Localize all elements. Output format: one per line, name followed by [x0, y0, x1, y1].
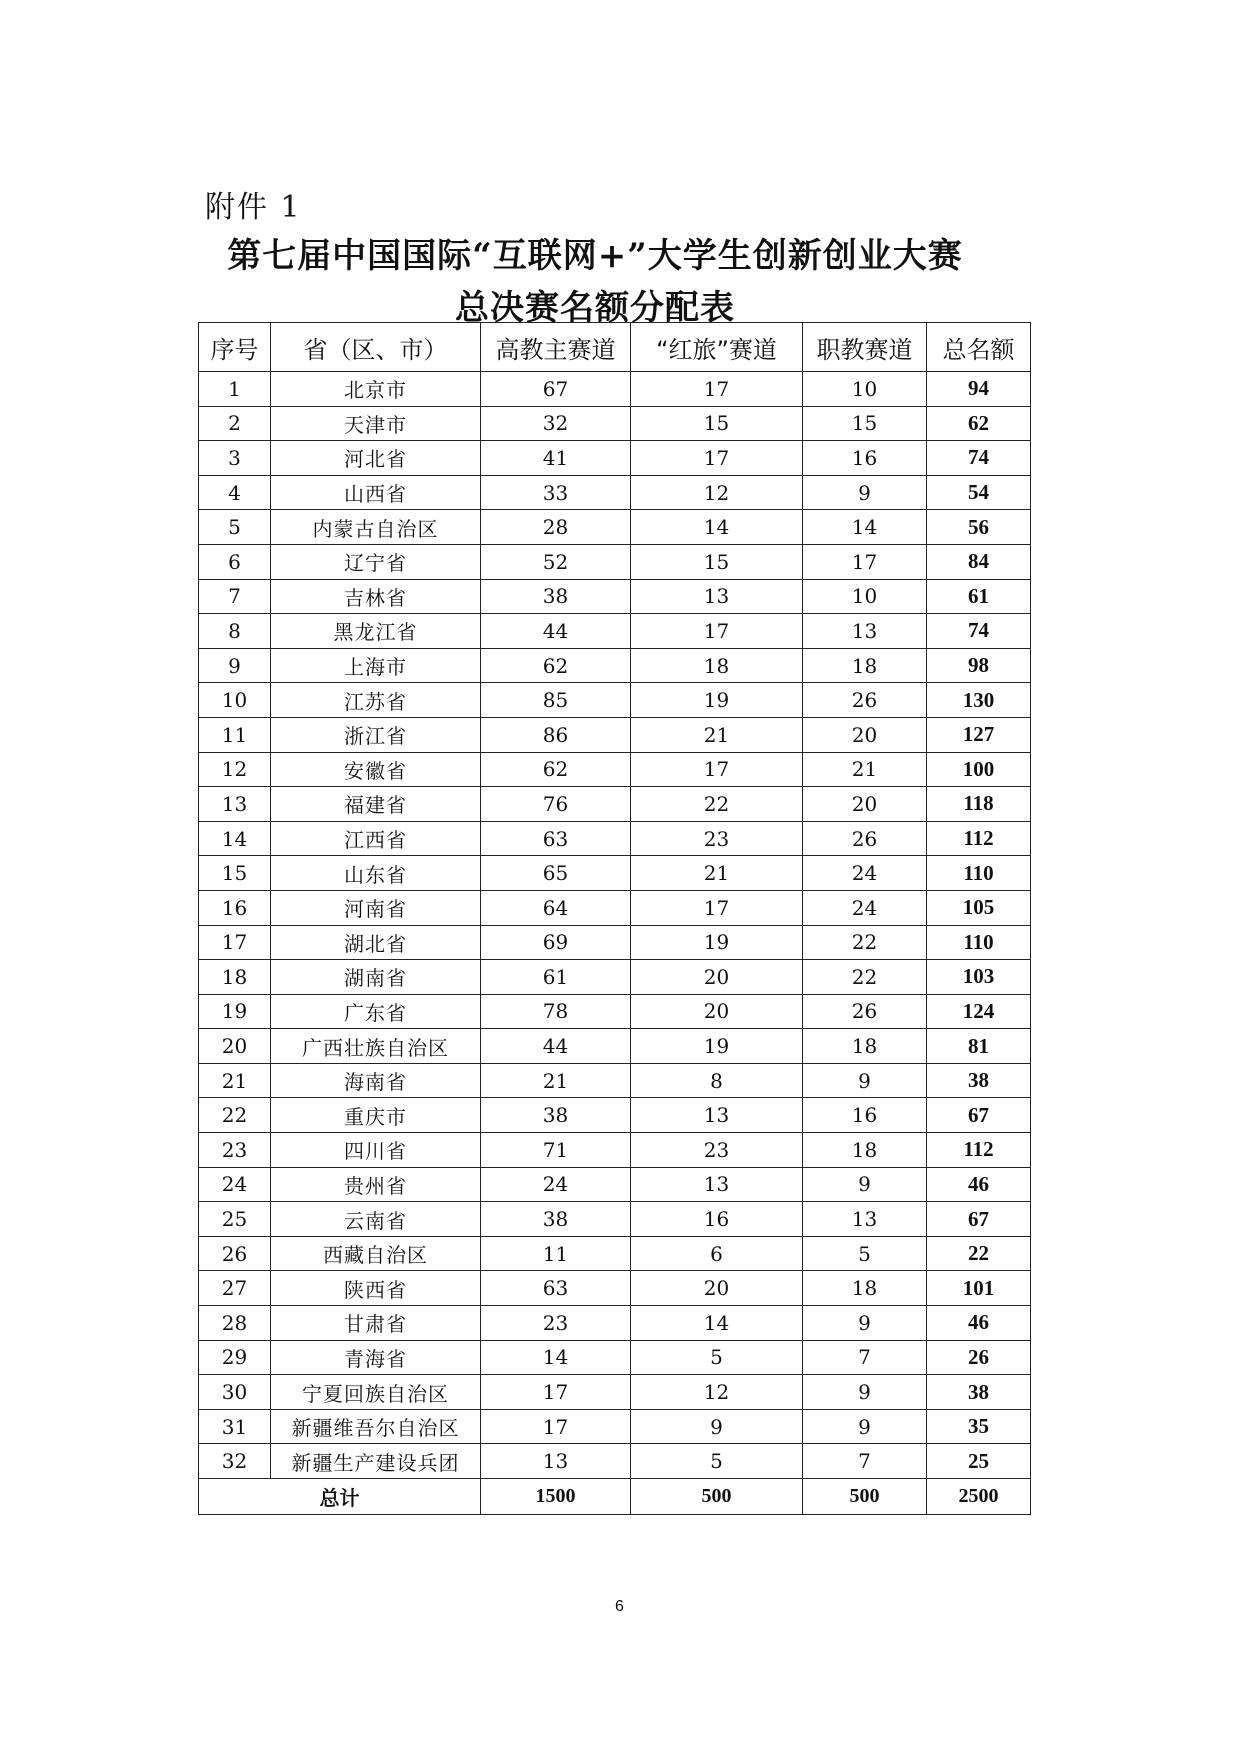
table-header-row: [199, 323, 1031, 372]
row-red-tour: 23: [631, 821, 803, 856]
row-index: 14: [199, 821, 271, 856]
total-vocational: 500: [803, 1479, 927, 1515]
row-higher-ed: 38: [481, 579, 631, 614]
table-row: [199, 1409, 1031, 1444]
row-higher-ed: 76: [481, 787, 631, 822]
header-total-quota: 总名额: [927, 323, 1031, 372]
row-index: 8: [199, 614, 271, 649]
row-total: 35: [927, 1409, 1031, 1444]
row-total: 124: [927, 994, 1031, 1029]
row-red-tour: 19: [631, 925, 803, 960]
attachment-label: 附件 1: [205, 190, 302, 225]
row-higher-ed: 38: [481, 1098, 631, 1133]
row-province: 浙江省: [271, 717, 481, 752]
row-vocational: 9: [803, 475, 927, 510]
table-row: [199, 1271, 1031, 1306]
row-index: 16: [199, 890, 271, 925]
row-vocational: 7: [803, 1444, 927, 1479]
row-vocational: 9: [803, 1409, 927, 1444]
row-total: 81: [927, 1029, 1031, 1064]
row-total: 56: [927, 510, 1031, 545]
row-total: 118: [927, 787, 1031, 822]
row-index: 28: [199, 1306, 271, 1341]
table-row: [199, 1098, 1031, 1133]
row-province: 吉林省: [271, 579, 481, 614]
table-row: [199, 406, 1031, 441]
row-higher-ed: 17: [481, 1409, 631, 1444]
row-index: 23: [199, 1133, 271, 1168]
row-total: 74: [927, 614, 1031, 649]
row-index: 10: [199, 683, 271, 718]
row-total: 110: [927, 925, 1031, 960]
row-index: 25: [199, 1202, 271, 1237]
row-province: 广西壮族自治区: [271, 1029, 481, 1064]
row-higher-ed: 65: [481, 856, 631, 891]
row-red-tour: 14: [631, 1306, 803, 1341]
row-total: 61: [927, 579, 1031, 614]
row-total: 67: [927, 1098, 1031, 1133]
row-higher-ed: 62: [481, 752, 631, 787]
row-red-tour: 17: [631, 890, 803, 925]
table-row: [199, 1306, 1031, 1341]
row-vocational: 5: [803, 1236, 927, 1271]
row-index: 31: [199, 1409, 271, 1444]
row-higher-ed: 11: [481, 1236, 631, 1271]
row-index: 12: [199, 752, 271, 787]
header-province: 省（区、市）: [271, 323, 481, 372]
row-total: 110: [927, 856, 1031, 891]
row-red-tour: 5: [631, 1444, 803, 1479]
row-index: 1: [199, 372, 271, 407]
total-red-tour: 500: [631, 1479, 803, 1515]
row-red-tour: 17: [631, 752, 803, 787]
table-row: [199, 787, 1031, 822]
table-row: [199, 1063, 1031, 1098]
row-vocational: 16: [803, 1098, 927, 1133]
table-row: [199, 510, 1031, 545]
row-vocational: 24: [803, 890, 927, 925]
row-red-tour: 13: [631, 579, 803, 614]
row-vocational: 20: [803, 787, 927, 822]
row-vocational: 9: [803, 1375, 927, 1410]
row-higher-ed: 44: [481, 1029, 631, 1064]
row-total: 46: [927, 1167, 1031, 1202]
row-higher-ed: 24: [481, 1167, 631, 1202]
table-row: [199, 372, 1031, 407]
row-higher-ed: 67: [481, 372, 631, 407]
row-province: 江苏省: [271, 683, 481, 718]
row-index: 3: [199, 441, 271, 476]
row-vocational: 22: [803, 960, 927, 995]
row-higher-ed: 86: [481, 717, 631, 752]
table-row: [199, 821, 1031, 856]
table-row: [199, 441, 1031, 476]
row-province: 北京市: [271, 372, 481, 407]
table-row: [199, 717, 1031, 752]
row-higher-ed: 32: [481, 406, 631, 441]
row-index: 6: [199, 544, 271, 579]
table-row: [199, 683, 1031, 718]
table-row: [199, 579, 1031, 614]
row-higher-ed: 85: [481, 683, 631, 718]
table-row: [199, 544, 1031, 579]
row-vocational: 13: [803, 614, 927, 649]
table-row: [199, 1375, 1031, 1410]
row-index: 5: [199, 510, 271, 545]
table-row: [199, 752, 1031, 787]
table-row: [199, 890, 1031, 925]
row-total: 38: [927, 1063, 1031, 1098]
row-index: 2: [199, 406, 271, 441]
row-index: 21: [199, 1063, 271, 1098]
row-total: 101: [927, 1271, 1031, 1306]
row-province: 西藏自治区: [271, 1236, 481, 1271]
row-province: 广东省: [271, 994, 481, 1029]
row-vocational: 26: [803, 821, 927, 856]
row-total: 22: [927, 1236, 1031, 1271]
row-red-tour: 12: [631, 475, 803, 510]
row-province: 河南省: [271, 890, 481, 925]
row-province: 海南省: [271, 1063, 481, 1098]
row-higher-ed: 52: [481, 544, 631, 579]
row-vocational: 20: [803, 717, 927, 752]
row-index: 13: [199, 787, 271, 822]
row-total: 94: [927, 372, 1031, 407]
row-index: 27: [199, 1271, 271, 1306]
row-vocational: 9: [803, 1167, 927, 1202]
row-province: 天津市: [271, 406, 481, 441]
table-body: [199, 372, 1031, 1479]
row-total: 105: [927, 890, 1031, 925]
total-quota: 2500: [927, 1479, 1031, 1515]
table-row: [199, 994, 1031, 1029]
row-index: 15: [199, 856, 271, 891]
table-row: [199, 1236, 1031, 1271]
row-total: 84: [927, 544, 1031, 579]
row-higher-ed: 28: [481, 510, 631, 545]
document-subtitle: 总决赛名额分配表: [455, 288, 735, 328]
row-higher-ed: 71: [481, 1133, 631, 1168]
row-vocational: 7: [803, 1340, 927, 1375]
row-vocational: 9: [803, 1063, 927, 1098]
row-index: 22: [199, 1098, 271, 1133]
row-vocational: 18: [803, 1133, 927, 1168]
row-province: 宁夏回族自治区: [271, 1375, 481, 1410]
row-red-tour: 20: [631, 1271, 803, 1306]
row-higher-ed: 61: [481, 960, 631, 995]
row-index: 11: [199, 717, 271, 752]
row-red-tour: 21: [631, 856, 803, 891]
row-total: 112: [927, 1133, 1031, 1168]
row-red-tour: 22: [631, 787, 803, 822]
row-vocational: 18: [803, 648, 927, 683]
table-row: [199, 925, 1031, 960]
row-higher-ed: 21: [481, 1063, 631, 1098]
row-vocational: 22: [803, 925, 927, 960]
row-vocational: 14: [803, 510, 927, 545]
row-province: 福建省: [271, 787, 481, 822]
row-red-tour: 21: [631, 717, 803, 752]
row-province: 云南省: [271, 1202, 481, 1237]
row-province: 上海市: [271, 648, 481, 683]
row-province: 贵州省: [271, 1167, 481, 1202]
row-vocational: 17: [803, 544, 927, 579]
row-total: 74: [927, 441, 1031, 476]
table-row: [199, 475, 1031, 510]
row-province: 重庆市: [271, 1098, 481, 1133]
row-higher-ed: 33: [481, 475, 631, 510]
row-total: 26: [927, 1340, 1031, 1375]
row-index: 26: [199, 1236, 271, 1271]
table-row: [199, 1444, 1031, 1479]
row-province: 湖南省: [271, 960, 481, 995]
page-number: 6: [615, 1598, 624, 1615]
row-total: 127: [927, 717, 1031, 752]
row-index: 17: [199, 925, 271, 960]
header-red-tour-track: “红旅”赛道: [631, 323, 803, 372]
row-province: 江西省: [271, 821, 481, 856]
row-total: 54: [927, 475, 1031, 510]
row-red-tour: 23: [631, 1133, 803, 1168]
row-total: 130: [927, 683, 1031, 718]
row-total: 98: [927, 648, 1031, 683]
row-province: 山东省: [271, 856, 481, 891]
row-index: 19: [199, 994, 271, 1029]
row-vocational: 9: [803, 1306, 927, 1341]
table-row: [199, 1340, 1031, 1375]
table-row: [199, 1029, 1031, 1064]
row-vocational: 16: [803, 441, 927, 476]
row-vocational: 10: [803, 372, 927, 407]
row-higher-ed: 23: [481, 1306, 631, 1341]
table-row: [199, 614, 1031, 649]
row-red-tour: 15: [631, 544, 803, 579]
row-province: 河北省: [271, 441, 481, 476]
row-higher-ed: 44: [481, 614, 631, 649]
row-province: 青海省: [271, 1340, 481, 1375]
row-red-tour: 17: [631, 614, 803, 649]
row-index: 20: [199, 1029, 271, 1064]
row-total: 25: [927, 1444, 1031, 1479]
row-red-tour: 19: [631, 1029, 803, 1064]
document-title: 第七届中国国际“互联网+”大学生创新创业大赛: [227, 236, 963, 276]
row-red-tour: 12: [631, 1375, 803, 1410]
row-vocational: 10: [803, 579, 927, 614]
row-vocational: 13: [803, 1202, 927, 1237]
row-vocational: 24: [803, 856, 927, 891]
row-index: 24: [199, 1167, 271, 1202]
row-total: 67: [927, 1202, 1031, 1237]
row-red-tour: 15: [631, 406, 803, 441]
row-red-tour: 20: [631, 960, 803, 995]
row-province: 内蒙古自治区: [271, 510, 481, 545]
row-vocational: 26: [803, 994, 927, 1029]
total-row: [199, 1479, 1031, 1515]
table-row: [199, 1133, 1031, 1168]
row-total: 46: [927, 1306, 1031, 1341]
row-vocational: 15: [803, 406, 927, 441]
header-index: 序号: [199, 323, 271, 372]
row-province: 四川省: [271, 1133, 481, 1168]
row-higher-ed: 38: [481, 1202, 631, 1237]
row-province: 黑龙江省: [271, 614, 481, 649]
row-province: 辽宁省: [271, 544, 481, 579]
row-vocational: 18: [803, 1271, 927, 1306]
row-index: 18: [199, 960, 271, 995]
row-index: 4: [199, 475, 271, 510]
row-higher-ed: 62: [481, 648, 631, 683]
row-province: 山西省: [271, 475, 481, 510]
header-higher-ed-track: 高教主赛道: [481, 323, 631, 372]
row-red-tour: 9: [631, 1409, 803, 1444]
row-index: 29: [199, 1340, 271, 1375]
row-higher-ed: 13: [481, 1444, 631, 1479]
quota-allocation-table: [198, 322, 1031, 1515]
row-total: 112: [927, 821, 1031, 856]
row-vocational: 18: [803, 1029, 927, 1064]
row-red-tour: 13: [631, 1167, 803, 1202]
row-province: 新疆维吾尔自治区: [271, 1409, 481, 1444]
row-red-tour: 17: [631, 372, 803, 407]
row-index: 7: [199, 579, 271, 614]
row-province: 陕西省: [271, 1271, 481, 1306]
row-vocational: 26: [803, 683, 927, 718]
row-total: 38: [927, 1375, 1031, 1410]
row-higher-ed: 78: [481, 994, 631, 1029]
row-red-tour: 18: [631, 648, 803, 683]
row-total: 103: [927, 960, 1031, 995]
row-red-tour: 19: [631, 683, 803, 718]
table-row: [199, 1167, 1031, 1202]
row-total: 62: [927, 406, 1031, 441]
row-index: 30: [199, 1375, 271, 1410]
row-red-tour: 14: [631, 510, 803, 545]
row-index: 32: [199, 1444, 271, 1479]
row-higher-ed: 41: [481, 441, 631, 476]
table-row: [199, 648, 1031, 683]
total-higher-ed: 1500: [481, 1479, 631, 1515]
row-province: 湖北省: [271, 925, 481, 960]
row-red-tour: 8: [631, 1063, 803, 1098]
row-higher-ed: 64: [481, 890, 631, 925]
row-red-tour: 17: [631, 441, 803, 476]
row-vocational: 21: [803, 752, 927, 787]
row-index: 9: [199, 648, 271, 683]
row-province: 安徽省: [271, 752, 481, 787]
row-higher-ed: 69: [481, 925, 631, 960]
table-row: [199, 856, 1031, 891]
row-higher-ed: 63: [481, 821, 631, 856]
total-label: 总计: [199, 1479, 481, 1515]
row-province: 甘肃省: [271, 1306, 481, 1341]
row-red-tour: 13: [631, 1098, 803, 1133]
row-higher-ed: 14: [481, 1340, 631, 1375]
row-red-tour: 6: [631, 1236, 803, 1271]
row-total: 100: [927, 752, 1031, 787]
row-red-tour: 16: [631, 1202, 803, 1237]
row-red-tour: 5: [631, 1340, 803, 1375]
table-row: [199, 1202, 1031, 1237]
row-province: 新疆生产建设兵团: [271, 1444, 481, 1479]
table-row: [199, 960, 1031, 995]
row-higher-ed: 63: [481, 1271, 631, 1306]
header-vocational-track: 职教赛道: [803, 323, 927, 372]
row-higher-ed: 17: [481, 1375, 631, 1410]
row-red-tour: 20: [631, 994, 803, 1029]
